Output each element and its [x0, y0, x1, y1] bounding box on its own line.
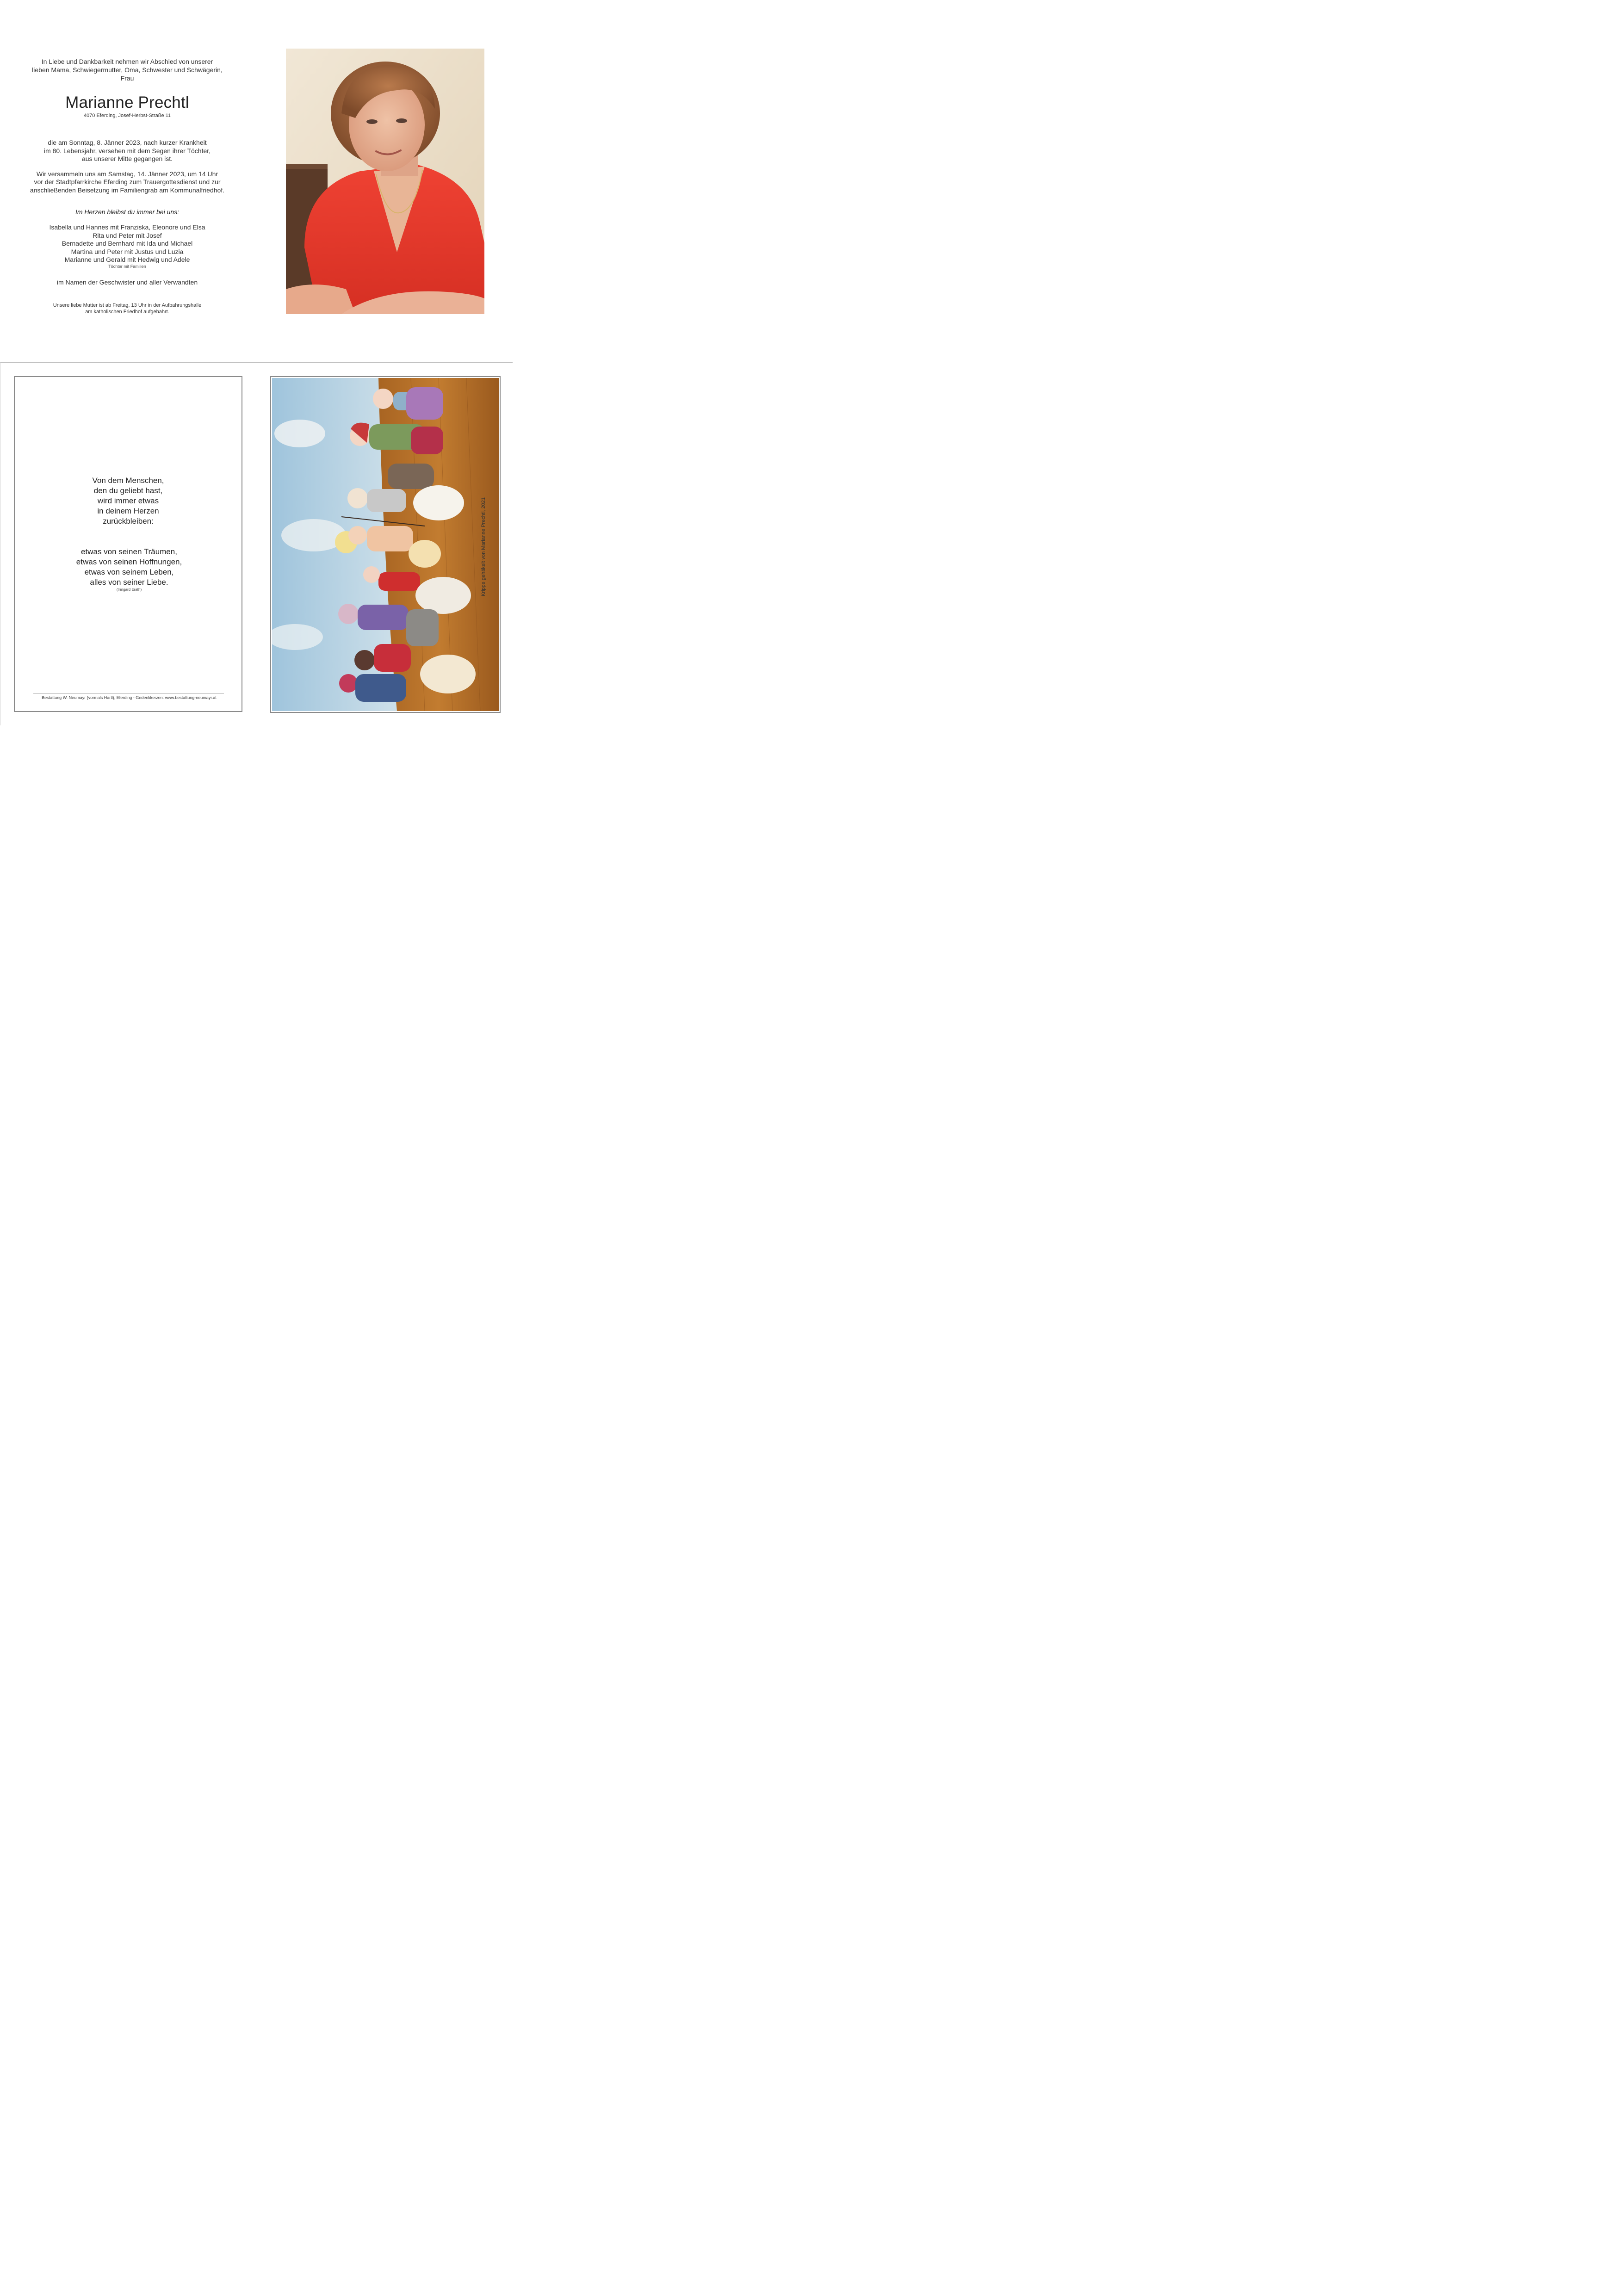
family-caption: Töchter mit Familien [108, 264, 146, 269]
service-line: anschließenden Beisetzung im Familiengrab am Kommunalfriedhof. [30, 186, 225, 194]
viewing-notice [25, 302, 229, 315]
motto: Im Herzen bleibst du immer bei uns: [75, 208, 180, 216]
portrait-photo [286, 49, 484, 314]
deceased-name: Marianne Prechtl [65, 93, 189, 111]
deceased-address: 4070 Eferding, Josef-Herbst-Straße 11 [83, 113, 171, 118]
quote-line: alles von seiner Liebe. [90, 578, 168, 587]
funeral-home-footer: Bestattung W. Neumayr (vormals Hartl), Eferding - Gedenkkerzen: www.bestattung-neumayr.at [42, 695, 217, 700]
nativity-photo [272, 378, 499, 711]
intro-line: lieben Mama, Schwiegermutter, Oma, Schwester und Schwägerin, [32, 66, 223, 74]
quote-stanza-1 [15, 476, 242, 526]
intro-text [25, 57, 229, 82]
service-line: Wir versammeln uns am Samstag, 14. Jänner 2023, um 14 Uhr [36, 170, 218, 178]
family-line: Marianne und Gerald mit Hedwig und Adele [64, 256, 190, 263]
quote-line: wird immer etwas [97, 496, 159, 505]
intro-line: In Liebe und Dankbarkeit nehmen wir Abschied von unserer [41, 58, 213, 65]
quote-stanza-2 [15, 547, 243, 588]
quote-line: in deinem Herzen [97, 507, 159, 515]
quote-line: Von dem Menschen, [92, 476, 164, 485]
quote-line: etwas von seinen Hoffnungen, [76, 557, 182, 566]
death-line: im 80. Lebensjahr, versehen mit dem Segen ihrer Töchter, [43, 147, 211, 155]
service-line: vor der Stadtpfarrkirche Eferding zum Trauergottesdienst und zur [34, 178, 221, 186]
death-line: die am Sonntag, 8. Jänner 2023, nach kurzer Krankheit [48, 139, 207, 146]
family-line: Bernadette und Bernhard mit Ida und Michael [62, 240, 193, 247]
quote-line: etwas von seinen Träumen, [81, 547, 177, 556]
intro-line: Frau [120, 74, 134, 82]
relatives-line: im Namen der Geschwister und aller Verwandten [56, 278, 198, 286]
quote-line: den du geliebt hast, [93, 486, 163, 495]
fold-line [0, 362, 513, 363]
service-notice [25, 170, 229, 195]
viewing-line: Unsere liebe Mutter ist ab Freitag, 13 Uhr in der Aufbahrungshalle [53, 303, 202, 308]
death-notice [25, 139, 229, 163]
family-line: Isabella und Hannes mit Franziska, Eleonore und Elsa [49, 223, 205, 231]
family-line: Martina und Peter mit Justus und Luzia [71, 248, 184, 255]
nativity-photo-frame [270, 376, 501, 713]
quote-card [14, 376, 242, 712]
quote-author: (Irmgard Erath) [116, 588, 142, 592]
family-line: Rita und Peter mit Josef [93, 231, 162, 239]
viewing-line: am katholischen Friedhof aufgebahrt. [85, 309, 169, 315]
quote-line: zurückbleiben: [103, 517, 154, 526]
obituary-text [25, 57, 229, 315]
family-list [25, 223, 229, 264]
nativity-caption: Krippe gehäkelt von Marianne Prechtl, 2021 [481, 497, 486, 597]
quote-line: etwas von seinem Leben, [84, 568, 174, 576]
death-line: aus unserer Mitte gegangen ist. [81, 155, 173, 162]
